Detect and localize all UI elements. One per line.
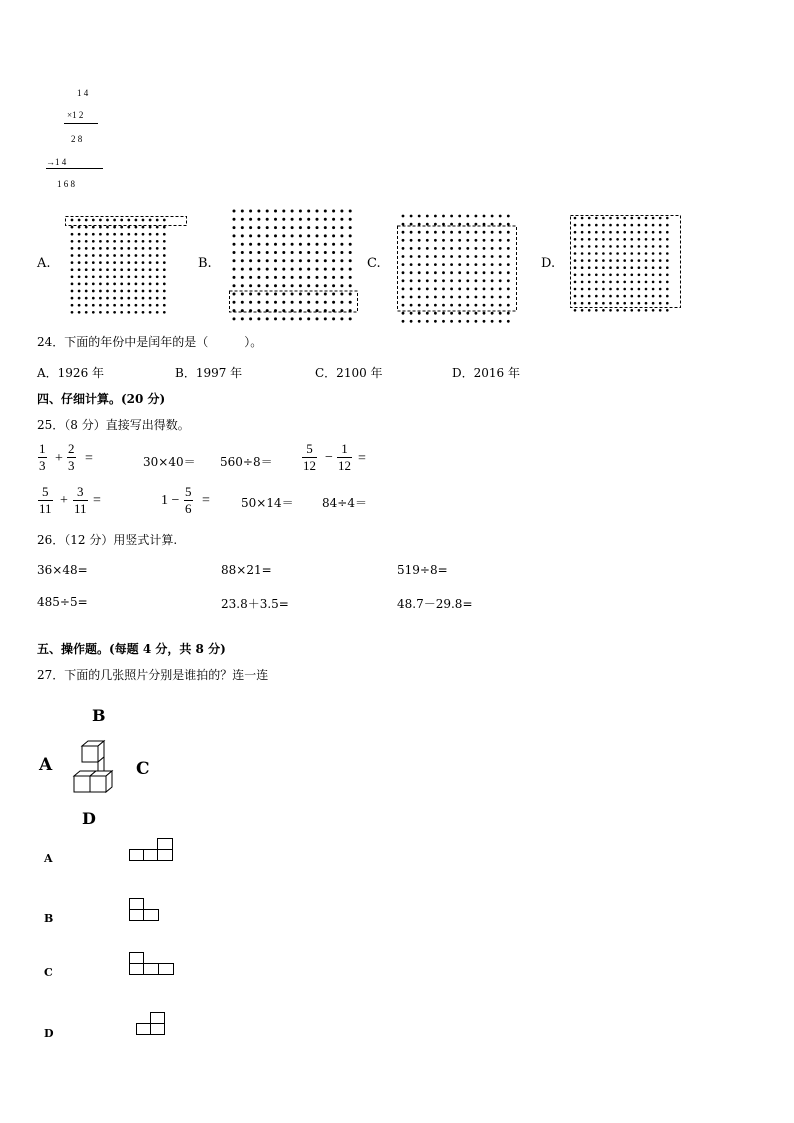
direction-label-c: C: [136, 759, 150, 779]
expr-48.7minus29.8: 48.7－29.8=: [397, 597, 473, 611]
dot-grid-b: [228, 207, 360, 315]
fraction-1-3: $\frac{1}{3}$: [39, 441, 46, 473]
expr-88x21: 88×21=: [221, 563, 272, 577]
fraction-5-12: $\frac{5}{12}$: [303, 441, 316, 473]
equals-sign: =: [202, 493, 210, 508]
section4-title: 四、仔细计算。(20 分): [37, 392, 166, 406]
mult-row-3: 2 8: [71, 134, 83, 144]
dot-grid-a: [64, 215, 189, 315]
plus-sign: +: [60, 493, 68, 508]
dot-grid-c: [396, 212, 520, 314]
q25-question: 25．（8 分）直接写出得数。: [37, 418, 190, 432]
mult-line-1: [64, 123, 98, 124]
expr-485div5: 485÷5=: [37, 595, 88, 609]
equals-sign: =: [85, 451, 93, 466]
view-row-label-b: B: [44, 912, 54, 925]
q27-question: 27．下面的几张照片分别是谁拍的？连一连: [37, 668, 269, 682]
dot-grid-d: [569, 214, 683, 310]
equals-sign: =: [358, 451, 366, 466]
stacked-cubes-figure: [70, 740, 120, 794]
view-shape-c: [129, 952, 177, 978]
expr-36x48: 36×48=: [37, 563, 88, 577]
expr-84div4: 84÷4＝: [322, 496, 367, 510]
option-c-label[interactable]: C.: [367, 256, 381, 271]
view-row-label-d: D: [44, 1027, 54, 1040]
view-shape-b: [129, 898, 161, 924]
direction-label-d: D: [82, 809, 96, 828]
plus-sign: +: [55, 451, 63, 466]
q24-question: 24．下面的年份中是闰年的是（ ）。: [37, 335, 263, 349]
q24-option-b[interactable]: B．1997 年: [175, 366, 243, 380]
expr-560div8: 560÷8＝: [220, 455, 273, 469]
expr-23.8plus3.5: 23.8＋3.5=: [221, 597, 289, 611]
option-b-label[interactable]: B.: [198, 256, 212, 271]
view-shape-d: [136, 1012, 168, 1038]
q24-option-a[interactable]: A．1926 年: [37, 366, 105, 380]
option-d-label[interactable]: D.: [541, 256, 556, 271]
mult-row-4: →1 4: [46, 157, 67, 167]
view-row-label-c: C: [44, 966, 53, 979]
section5-title: 五、操作题。(每题 4 分，共 8 分): [37, 642, 226, 656]
one-minus: 1 −: [161, 493, 180, 508]
fraction-2-3: $\frac{2}{3}$: [68, 441, 75, 473]
q24-option-d[interactable]: D．2016 年: [452, 366, 520, 380]
fraction-5-6: $\frac{5}{6}$: [185, 484, 192, 516]
mult-row-5: 1 6 8: [57, 179, 75, 189]
expr-519div8: 519÷8=: [397, 563, 448, 577]
direction-label-a: A: [39, 755, 53, 775]
mult-row-1: 1 4: [77, 88, 89, 98]
mult-line-2: [46, 168, 103, 169]
q24-option-c[interactable]: C．2100 年: [315, 366, 383, 380]
option-a-label[interactable]: A.: [37, 256, 51, 271]
fraction-3-11: $\frac{3}{11}$: [74, 484, 87, 516]
fraction-5-11: $\frac{5}{11}$: [39, 484, 52, 516]
minus-sign: −: [325, 450, 333, 465]
view-shape-a: [129, 838, 175, 864]
fraction-1-12: $\frac{1}{12}$: [338, 441, 351, 473]
direction-label-b: B: [92, 706, 106, 725]
mult-row-2: ×1 2: [67, 110, 84, 120]
expr-50x14: 50×14＝: [241, 496, 294, 510]
view-row-label-a: A: [44, 852, 53, 865]
q26-question: 26．（12 分）用竖式计算.: [37, 533, 178, 547]
equals-sign: =: [93, 493, 101, 508]
expr-30x40: 30×40＝: [143, 455, 196, 469]
